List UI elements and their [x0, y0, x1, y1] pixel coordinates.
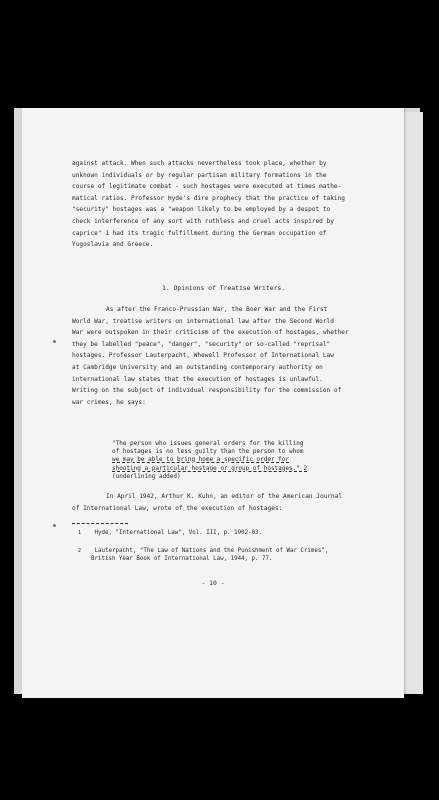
- quote-line: shooting a particular hostage or group of hostages." 2: [112, 464, 308, 472]
- text-line: war crimes, he says:: [72, 398, 146, 406]
- text-line: hostages. Professor Lauterpacht, Whewell Professor of International Law: [72, 352, 334, 360]
- footnote-rule: [72, 523, 128, 524]
- text-line: caprice" 1 had its tragic fulfillment during the German occupation of: [72, 229, 327, 237]
- text-line: at Cambridge University and an outstanding contemporary authority on: [72, 363, 323, 371]
- quote-line: of hostages is no less guilty than the person to whom: [112, 448, 304, 456]
- text-line: "security" hostages was a "weapon likely to be employed by a despot to: [72, 206, 331, 214]
- footnote-mark: 1: [78, 530, 82, 536]
- footnote-mark: 2: [78, 548, 82, 554]
- footnote-1: [78, 529, 262, 537]
- footnote-text: Hyde, "International Law", Vol. III, p. 1902-03.: [94, 530, 263, 536]
- text-line: War were outspoken in their criticism of the execution of hostages, whether: [72, 329, 349, 337]
- footnote-text: Lauterpacht, "The Law of Nations and the Punishment of War Crimes",: [94, 548, 329, 554]
- text-line: matical ratios. Professor Hyde's dire prophecy that the practice of taking: [72, 194, 345, 202]
- paragraph-2: [72, 304, 390, 408]
- text-line: unknown individuals or by regular partisan military formations in the: [72, 171, 327, 179]
- block-quote: [112, 440, 430, 481]
- text-line: international law states that the execution of hostages is unlawful.: [72, 375, 323, 383]
- paragraph-3: [72, 491, 390, 514]
- quote-line: we may be able to bring home a specific order for: [112, 456, 290, 464]
- page-number: - 10 -: [201, 579, 225, 587]
- footnote-text-line-2: British Year Book of International Law, 1944, p. 77.: [91, 556, 273, 562]
- text-line: World War, treatise writers on international law after the Second World: [72, 317, 334, 325]
- text-line: they be labelled "peace", "danger", "security" or so-called "reprisal": [72, 340, 331, 348]
- text-line: against attack. When such attacks nevertheless took place, whether by: [72, 160, 327, 167]
- quote-line: (underlining added): [112, 472, 181, 480]
- footnote-2: [78, 547, 328, 563]
- section-heading: 1. Opinions of Treatise Writers.: [162, 284, 286, 292]
- text-line: Yugoslavia and Greece.: [72, 241, 154, 249]
- text-line: In April 1942, Arthur K. Kuhn, an editor of the American Journal: [106, 493, 343, 500]
- document-page: [22, 108, 404, 698]
- margin-mark: [53, 524, 56, 527]
- quote-line: "The person who issues general orders for the killing: [112, 440, 304, 447]
- text-line: Writing on the subject of individual responsibility for the commission of: [72, 387, 342, 395]
- paragraph-1: [72, 158, 390, 251]
- text-line: course of legitimate combat - such hostages were executed at times mathe-: [72, 183, 342, 191]
- text-line: of International Law, wrote of the execution of hostages:: [72, 504, 283, 512]
- text-line: check interference of any sort with ruthless and cruel acts inspired by: [72, 217, 334, 225]
- margin-mark: [53, 340, 56, 343]
- text-line: As after the Franco-Prussian War, the Boer War and the First: [106, 306, 328, 313]
